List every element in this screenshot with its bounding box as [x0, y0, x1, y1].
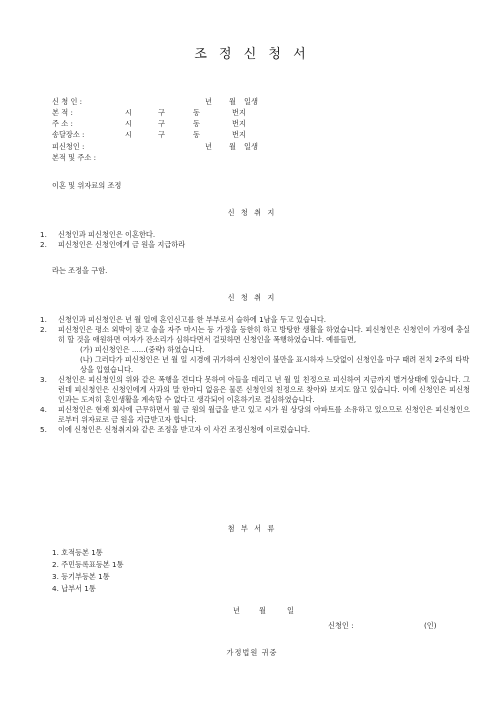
- applicant-label: 신 청 인 :: [52, 97, 83, 106]
- reasons-heading: 신 청 취 지: [227, 293, 277, 302]
- purpose-item-number: 1.: [40, 230, 47, 239]
- purpose-heading: 신 청 취 지: [227, 208, 277, 217]
- reasons-item: [40, 425, 470, 435]
- applicant-day: 일생: [244, 97, 258, 106]
- purpose-item: [40, 230, 470, 240]
- purpose-closing: 라는 조정을 구함.: [52, 266, 108, 275]
- applicant-month: 월: [229, 97, 236, 106]
- respondent-year: 년: [205, 142, 212, 151]
- reasons-item-text: 신청인과 피신청인은 년 월 일에 혼인신고를 한 부부로서 슬하에 1남을 두고 있습니다.: [58, 315, 327, 324]
- registry-beonji: 번지: [232, 108, 246, 117]
- address-si: 시: [125, 119, 132, 128]
- signature-label: 신청인 :: [328, 621, 354, 630]
- date-month: 월: [259, 606, 266, 615]
- respondent-month: 월: [229, 142, 236, 151]
- address-label: 주 소 :: [52, 119, 73, 128]
- reasons-item: [40, 315, 470, 325]
- applicant-year: 년: [205, 97, 212, 106]
- attachment-item: 3. 등기부등본 1통: [52, 572, 110, 581]
- purpose-list: [40, 230, 470, 250]
- reasons-item-text: 신청인은 피신청인의 위와 같은 폭행을 견디다 못하여 아들을 데리고 년 월 일 친정으로 피신하여 지금까지 별거상태에 있습니다. 그런데 피신청인은 신청인에게 사과의 말 한마디 없음은 물론 신청인의 친정으로 찾아와 보지도 않고 있습니다. 이에 신청인은 피신청인과는 도저히 혼인생활을 계속할 수 없다고 생각되어 이혼하기로 결심하였습니다.: [58, 375, 470, 404]
- reasons-item-number: 3.: [40, 375, 47, 384]
- address-beonji: 번지: [232, 119, 246, 128]
- reasons-subitem-a: (가) 피신청인은 ......(중략) 하였습니다.: [80, 345, 205, 354]
- registry-si: 시: [125, 108, 132, 117]
- reasons-item-text: 피신청인은 평소 외박이 잦고 술을 자주 마시는 등 가정을 등한히 하고 방탕한 생활을 하였습니다. 피신청인은 신청인이 가정에 충실히 할 것을 애원하면 여자가 잔소리가 심하다면서 걸핏하면 신청인을 폭행하였습니다. 예를들면,: [58, 325, 470, 344]
- service-dong: 동: [193, 130, 200, 139]
- respondent-label: 피신청인 :: [52, 142, 85, 151]
- attachments-heading: 첨 부 서 류: [227, 524, 277, 533]
- reasons-item-number: 2.: [40, 325, 47, 334]
- reasons-item-text: 이에 신청인은 신청취지와 같은 조정을 받고자 이 사건 조정신청에 이르렀습니다.: [58, 425, 310, 434]
- attachment-item: 1. 호적등본 1통: [52, 548, 103, 557]
- registry-address-label: 본적 및 주소 :: [52, 153, 96, 162]
- attachment-item: 2. 주민등록표등본 1통: [52, 560, 124, 569]
- registry-gu: 구: [158, 108, 165, 117]
- reasons-subitem-b: (나) 그러다가 피신청인은 년 월 일 시경에 귀가하여 신청인이 불만을 표시하자 느닷없이 신청인을 마구 때려 전치 2주의 타박상을 입혔습니다.: [80, 355, 470, 374]
- reasons-list: [40, 315, 470, 435]
- service-beonji: 번지: [232, 130, 246, 139]
- address-dong: 동: [193, 119, 200, 128]
- reasons-item: [40, 375, 470, 405]
- registry-label: 본 적 :: [52, 108, 73, 117]
- reasons-item-number: 5.: [40, 425, 47, 434]
- case-name: 이혼 및 위자료의 조정: [52, 181, 122, 190]
- purpose-item-text: 신청인과 피신청인은 이혼한다.: [58, 230, 156, 239]
- service-label: 송달장소 :: [52, 130, 85, 139]
- service-si: 시: [125, 130, 132, 139]
- court-addressee: 가정법원 귀중: [226, 648, 278, 657]
- document-title: 조 정 신 청 서: [194, 47, 310, 62]
- service-gu: 구: [158, 130, 165, 139]
- signature-seal: (인): [424, 621, 437, 630]
- reasons-item: [40, 325, 470, 375]
- purpose-item-number: 2.: [40, 240, 47, 249]
- date-day: 일: [287, 606, 294, 615]
- reasons-item-number: 4.: [40, 405, 47, 414]
- reasons-item-text: 피신청인은 현재 회사에 근무하면서 월 금 원의 월급을 받고 있고 시가 원 상당의 아파트를 소유하고 있으므로 신청인은 피신청인으로부터 위자료로 금 원을 지급받고자 합니다.: [58, 405, 470, 424]
- address-gu: 구: [158, 119, 165, 128]
- reasons-item-number: 1.: [40, 315, 47, 324]
- registry-dong: 동: [193, 108, 200, 117]
- reasons-item: [40, 405, 470, 425]
- purpose-item-text: 피신청인은 신청인에게 금 원을 지급하라: [58, 240, 186, 249]
- respondent-day: 일생: [244, 142, 258, 151]
- purpose-item: [40, 240, 470, 250]
- attachment-item: 4. 납부서 1통: [52, 584, 96, 593]
- date-year: 년: [233, 606, 240, 615]
